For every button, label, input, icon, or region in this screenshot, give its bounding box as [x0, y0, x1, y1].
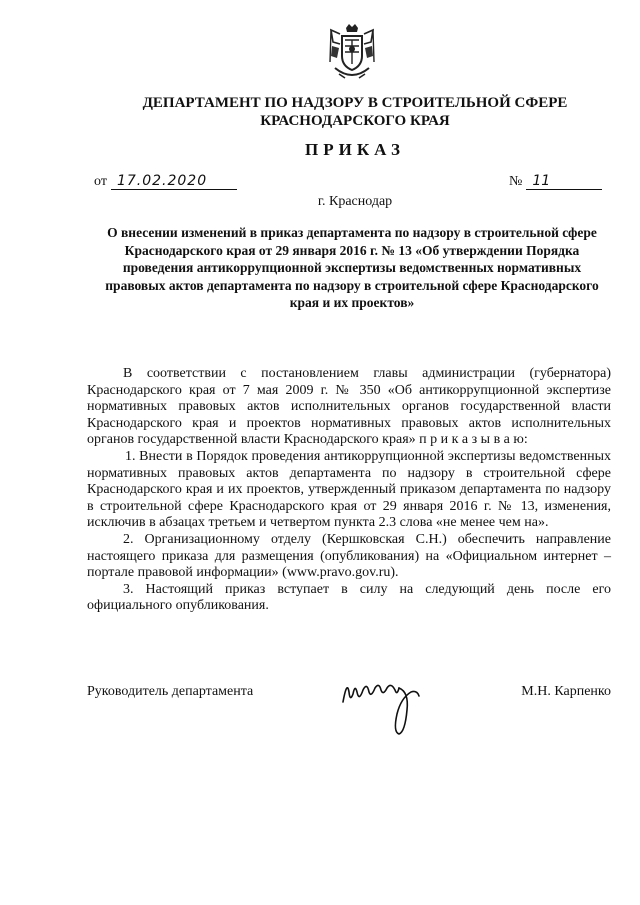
department-name-line2: КРАСНОДАРСКОГО КРАЯ — [260, 113, 450, 129]
order-number — [509, 173, 602, 190]
signatory-name: М.Н. Карпенко — [521, 684, 611, 699]
item-2-paragraph: 2. Организационному отделу (Кершковская С.Н.) обеспечить направление настоящего приказа для размещения (опубликования) на «Официальном интернет – портале правовой информации» (www.pravo.gov.ru). — [87, 531, 611, 581]
date-value: 17.02.2020 — [111, 173, 237, 190]
coat-of-arms-icon — [327, 22, 377, 84]
preamble-paragraph: В соответствии с постановлением главы администрации (губернатора) Краснодарского края от 7 мая 2009 г. № 350 «Об антикоррупционной экспертизе нормативных правовых актов исполнительных органов государственной власти Краснодарского края и проектов нормативных правовых актов исполнительных органов государственной власти Краснодарского края» п р и к а з ы в а ю: — [87, 366, 611, 448]
order-body — [87, 366, 611, 615]
order-date — [94, 173, 237, 190]
order-subject: О внесении изменений в приказ департамента по надзору в строительной сфере Краснодарского края от 29 января 2016 г. № 13 «Об утверждении Порядка проведения антикоррупционной экспертизы ведомственных нормативных правовых актов департамента по надзору в строительной сфере Краснодарского края и их проектов» — [105, 225, 599, 311]
document-type-title: ПРИКАЗ — [305, 140, 405, 159]
signatory-position: Руководитель департамента — [87, 684, 254, 699]
item-3-paragraph: 3. Настоящий приказ вступает в силу на следующий день после его официального опубликования. — [87, 581, 611, 614]
department-name-line1: ДЕПАРТАМЕНТ ПО НАДЗОРУ В СТРОИТЕЛЬНОЙ СФЕРЕ — [142, 95, 568, 111]
number-prefix: № — [509, 174, 523, 189]
date-prefix: от — [94, 174, 107, 189]
item-1-paragraph: 1. Внести в Порядок проведения антикоррупционной экспертизы ведомственных нормативных правовых актов департамента по надзору в строительной сфере Краснодарского края и их проектов, утвержденный приказом департамента по надзору в строительной сфере Краснодарского края от 29 января 2016 г. № 13, изменения, исключив в абзацах третьем и четвертом пункта 2.3 слова «не менее чем на». — [87, 448, 611, 531]
city: г. Краснодар — [317, 194, 393, 209]
number-value: 11 — [526, 173, 602, 190]
handwritten-signature-icon — [337, 662, 427, 742]
